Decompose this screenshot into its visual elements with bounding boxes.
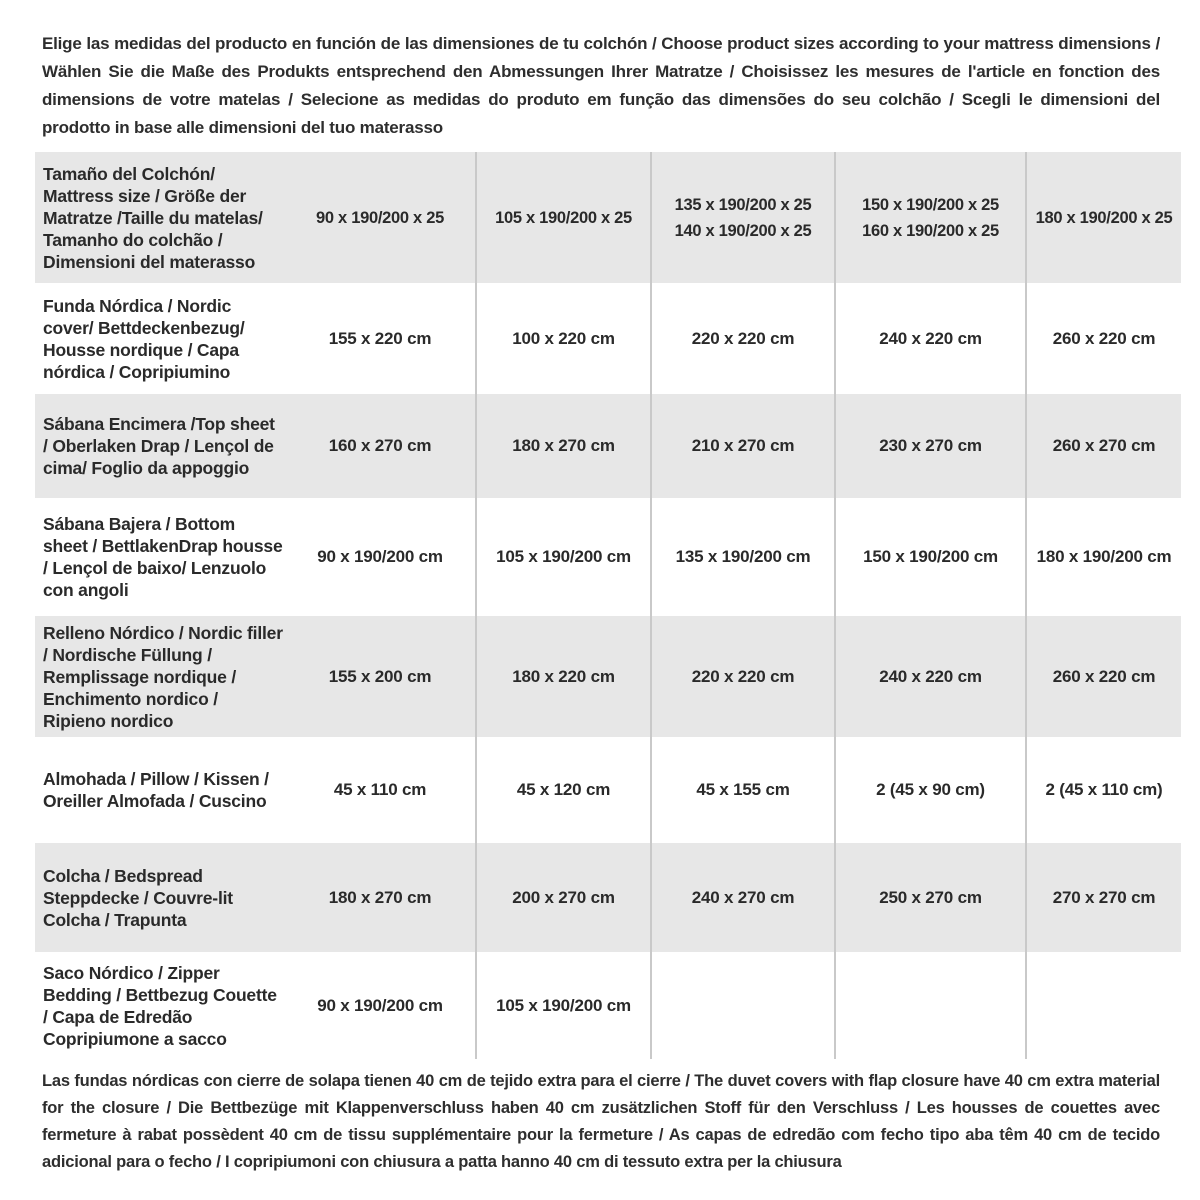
- size-col-header-line: 90 x 190/200 x 25: [316, 208, 444, 227]
- size-value-cell: 135 x 190/200 cm: [650, 498, 834, 616]
- size-value-cell: 90 x 190/200 cm: [317, 547, 443, 566]
- size-value-cell: 90 x 190/200 cm: [317, 995, 443, 1015]
- size-col-header-line: 160 x 190/200 x 25: [862, 221, 999, 240]
- table-row-zipper-bedding: [35, 952, 1181, 1059]
- size-value-cell: 240 x 270 cm: [650, 843, 834, 952]
- size-value-cell: 260 x 220 cm: [1025, 283, 1181, 394]
- size-col-header-line: 135 x 190/200 x 25: [674, 195, 812, 214]
- row-label: Colcha / Bedspread Steppdecke / Couvre-lit Colcha / Trapunta: [43, 865, 233, 930]
- row-label: Almohada / Pillow / Kissen / Oreiller Almofada / Cuscino: [43, 769, 269, 811]
- size-value-cell: 240 x 220 cm: [834, 616, 1025, 737]
- size-value-cell: [1025, 952, 1181, 1059]
- row-label: Saco Nórdico / Zipper Bedding / Bettbezug Couette / Capa de Edredão Copripiumone a sacco: [43, 962, 277, 1049]
- size-value-cell: 250 x 270 cm: [834, 843, 1025, 952]
- size-value-cell: 180 x 190/200 cm: [1025, 498, 1181, 616]
- table-row-pillow: [35, 737, 1181, 843]
- table-row-bedspread: [35, 843, 1181, 952]
- size-col-header-180: [1025, 152, 1181, 283]
- table-header-row: [35, 152, 1181, 283]
- size-value-cell: 155 x 220 cm: [328, 328, 432, 348]
- intro-text: Elige las medidas del producto en función de las dimensiones de tu colchón / Choose product sizes according to your mattress dimensions / Wählen Sie die Maße des Produkts entsprechend den Abmessungen Ihrer Matratze / Choisissez les mesures de l'article en fonction des dimensions de votre matelas / Selecione as medidas do produto em função das dimensões do seu colchão / Scegli le dimensioni del prodotto in base alle dimensioni del tuo materasso: [42, 34, 1160, 137]
- row-label: Relleno Nórdico / Nordic filler / Nordische Füllung / Remplissage nordique / Enchimento nordico / Ripieno nordico: [43, 622, 283, 731]
- footnote-text: Las fundas nórdicas con cierre de solapa tienen 40 cm de tejido extra para el cierre / The duvet covers with flap closure have 40 cm extra material for the closure / Die Bettbezüge mit Klappenverschluss haben 40 cm zusätzlichen Stoff für den Verschluss / Les housses de couettes avec fermeture à rabat possèdent 40 cm de tissu supplémentaire pour la fermeture / As capas de edredão com fecho tipo aba têm 40 cm de tecido adicional para o fecho / I copripiumoni con chiusura a patta hanno 40 cm di tessuto extra per la chiusura: [42, 1072, 1160, 1171]
- row-label: Sábana Bajera / Bottom sheet / BettlakenDrap housse / Lençol de baixo/ Lenzuolo con angoli: [43, 514, 283, 600]
- size-col-header-line: 180 x 190/200 x 25: [1035, 208, 1173, 227]
- size-value-cell: 105 x 190/200 cm: [475, 498, 650, 616]
- size-col-header-90: [285, 152, 475, 283]
- size-value-cell: 100 x 220 cm: [475, 283, 650, 394]
- size-value-cell: 260 x 220 cm: [1025, 616, 1181, 737]
- size-value-cell: 180 x 220 cm: [475, 616, 650, 737]
- table-row-top-sheet: [35, 394, 1181, 498]
- table-row-bottom-sheet: [35, 498, 1181, 616]
- size-value-cell: 200 x 270 cm: [475, 843, 650, 952]
- size-value-cell: 150 x 190/200 cm: [834, 498, 1025, 616]
- size-value-cell: 180 x 270 cm: [475, 394, 650, 498]
- size-value-cell: 155 x 200 cm: [328, 666, 432, 686]
- table-row-nordic-filler: [35, 616, 1181, 737]
- size-value-cell: 220 x 220 cm: [650, 283, 834, 394]
- size-value-cell: 2 (45 x 110 cm): [1025, 737, 1181, 843]
- size-value-cell: 270 x 270 cm: [1025, 843, 1181, 952]
- size-value-cell: 240 x 220 cm: [834, 283, 1025, 394]
- size-value-cell: 45 x 120 cm: [475, 737, 650, 843]
- size-col-header-105: [475, 152, 650, 283]
- size-value-cell: 260 x 270 cm: [1025, 394, 1181, 498]
- size-col-header-135-140: [650, 152, 834, 283]
- size-value-cell: 160 x 270 cm: [328, 436, 432, 455]
- size-value-cell: [650, 952, 834, 1059]
- size-value-cell: 180 x 270 cm: [328, 887, 432, 907]
- size-value-cell: 45 x 155 cm: [650, 737, 834, 843]
- size-col-header-line: 140 x 190/200 x 25: [674, 221, 812, 240]
- size-value-cell: 230 x 270 cm: [834, 394, 1025, 498]
- row-label: Funda Nórdica / Nordic cover/ Bettdeckenbezug/ Housse nordique / Capa nórdica / Copripiumino: [43, 295, 245, 382]
- mattress-size-header-cell: Tamaño del Colchón/ Mattress size / Größe der Matratze /Taille du matelas/ Tamanho do colchão / Dimensioni del materasso: [43, 163, 263, 272]
- size-value-cell: 210 x 270 cm: [650, 394, 834, 498]
- size-value-cell: [834, 952, 1025, 1059]
- table-row-nordic-cover: [35, 283, 1181, 394]
- size-col-header-line: 105 x 190/200 x 25: [495, 208, 632, 227]
- size-value-cell: 45 x 110 cm: [333, 780, 427, 799]
- size-col-header-line: 150 x 190/200 x 25: [862, 195, 999, 214]
- size-table: [35, 152, 1181, 1059]
- size-value-cell: 2 (45 x 90 cm): [834, 737, 1025, 843]
- size-value-cell: 105 x 190/200 cm: [475, 952, 650, 1059]
- size-col-header-150-160: [834, 152, 1025, 283]
- size-value-cell: 220 x 220 cm: [650, 616, 834, 737]
- row-label: Sábana Encimera /Top sheet / Oberlaken Drap / Lençol de cima/ Foglio da appoggio: [43, 414, 275, 478]
